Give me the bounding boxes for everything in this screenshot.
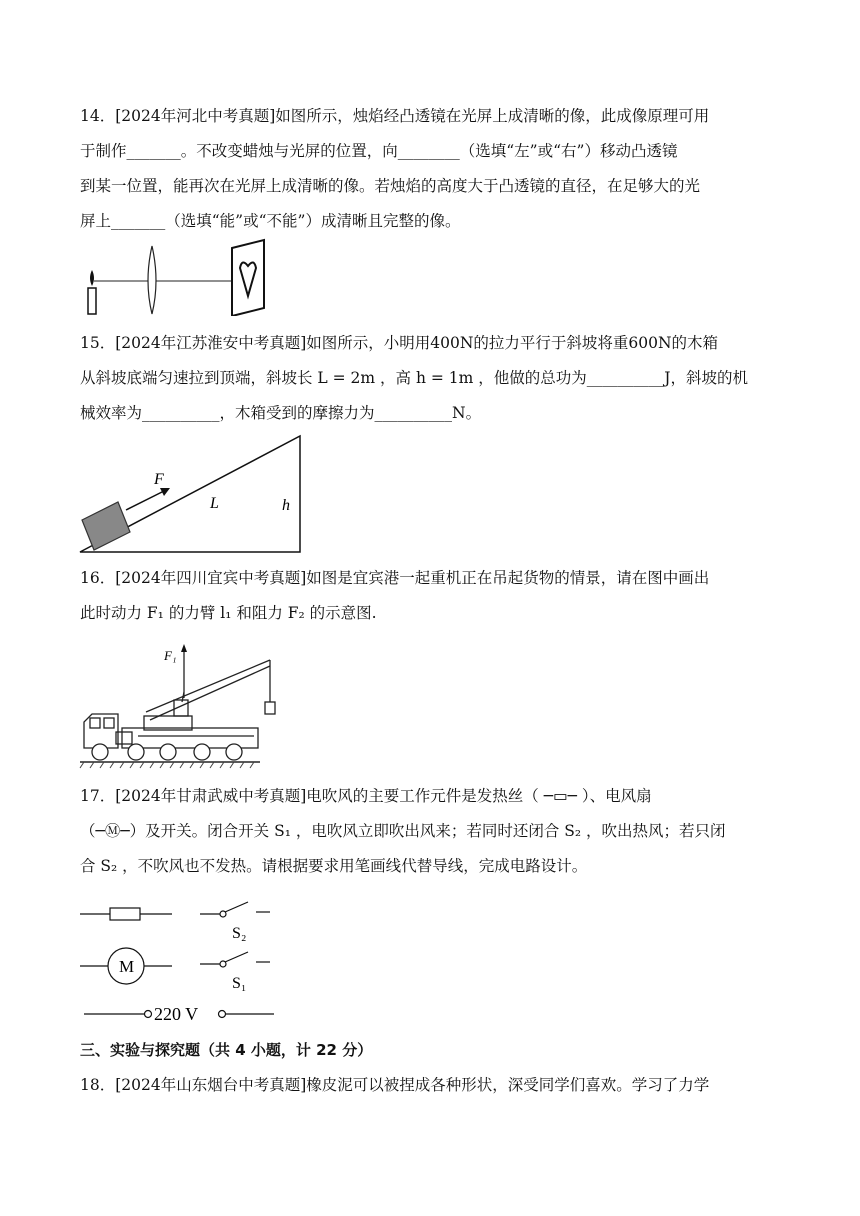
f1-label: F₁ xyxy=(164,648,177,663)
incline-figure xyxy=(78,432,306,558)
truck-icon xyxy=(84,714,258,760)
length-label: L xyxy=(210,495,219,512)
q16-line-2: 此时动力 F₁ 的力臂 l₁ 和阻力 F₂ 的示意图. xyxy=(80,604,377,622)
switch-s1-icon xyxy=(200,952,270,967)
motor-label: M xyxy=(119,957,135,976)
q14-line-3: 到某一位置，能再次在光屏上成清晰的像。若烛焰的高度大于凸透镜的直径，在足够大的光 xyxy=(80,177,701,195)
crane-icon xyxy=(144,660,275,730)
circuit-components-figure xyxy=(80,898,280,1028)
q17-line-1: 17．[2024年甘肃武威中考真题]电吹风的主要工作元件是发热丝（ ─▭─ ）、电风扇 xyxy=(80,787,652,805)
force-label: F xyxy=(154,471,164,488)
q15-line-2: 从斜坡底端匀速拉到顶端，斜坡长 L = 2m ，高 h = 1m ，他做的总功为__________J，斜坡的机 xyxy=(80,369,749,387)
power-source-label: 220 V xyxy=(154,1004,199,1024)
heating-wire-icon xyxy=(80,908,172,920)
q17-line-2: （─Ⓜ─）及开关。闭合开关 S₁ ，电吹风立即吹出风来；若同时还闭合 S₂ ，吹出热风；若只闭 xyxy=(80,822,726,840)
q14-line-1: 14．[2024年河北中考真题]如图所示，烛焰经凸透镜在光屏上成清晰的像，此成像原理可用 xyxy=(80,107,710,125)
q16-line-1: 16．[2024年四川宜宾中考真题]如图是宜宾港一起重机正在吊起货物的情景，请在图中画出 xyxy=(80,569,710,587)
ground-hatching xyxy=(80,762,254,768)
convex-lens-icon xyxy=(148,246,156,314)
q14-line-4: 屏上_______（选填“能”或“不能”）成清晰且完整的像。 xyxy=(80,212,461,230)
crane-truck-figure xyxy=(78,636,278,772)
f1-arrow-icon xyxy=(181,644,187,652)
candle-lens-screen-figure xyxy=(82,238,282,316)
height-label: h xyxy=(282,497,290,514)
candle-icon xyxy=(88,270,96,314)
q18-line-1: 18．[2024年山东烟台中考真题]橡皮泥可以被捏成各种形状，深受同学们喜欢。学习了力学 xyxy=(80,1076,710,1094)
switch-s1-label: S₁ xyxy=(232,975,247,992)
q14-line-2: 于制作_______。不改变蜡烛与光屏的位置，向________（选填“左”或“右”）移动凸透镜 xyxy=(80,142,678,160)
q17-line-3: 合 S₂ ，不吹风也不发热。请根据要求用笔画线代替导线，完成电路设计。 xyxy=(80,857,588,875)
light-screen-icon xyxy=(232,240,264,316)
section-3-title: 三、实验与探究题（共 4 小题，计 22 分） xyxy=(80,1041,373,1059)
q15-line-3: 械效率为__________，木箱受到的摩擦力为__________N。 xyxy=(80,404,482,422)
switch-s2-icon xyxy=(200,902,270,917)
q15-line-1: 15．[2024年江苏淮安中考真题]如图所示，小明用400N的拉力平行于斜坡将重600N的木箱 xyxy=(80,334,719,352)
switch-s2-label: S₂ xyxy=(232,925,247,942)
